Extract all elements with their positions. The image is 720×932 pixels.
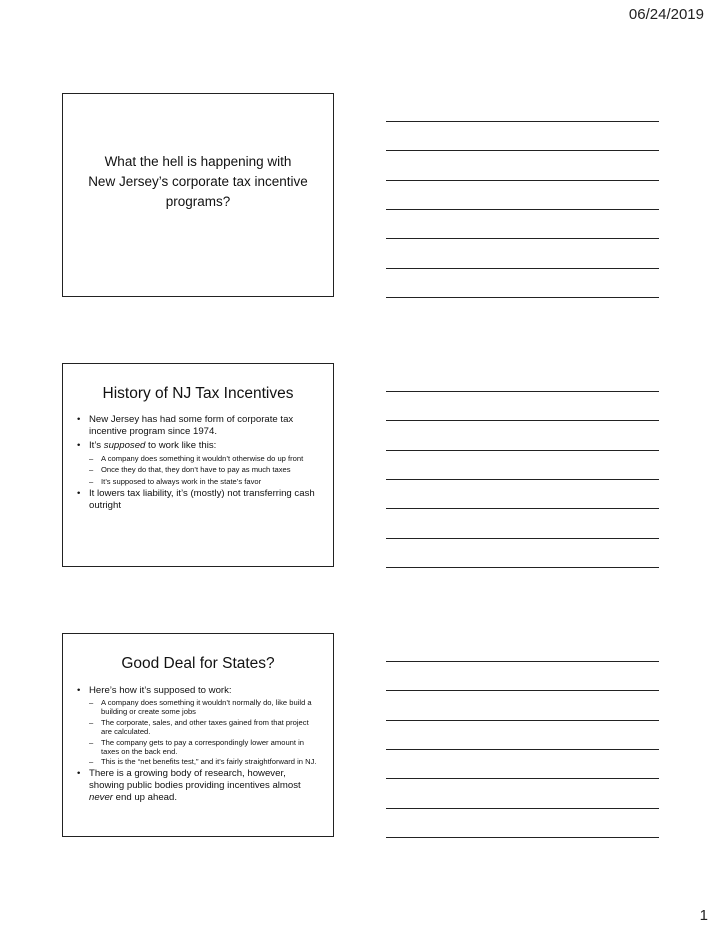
sub-bullet-item: – A company does something it wouldn’t otherwise do up front [75,454,319,463]
bullet-item: • It lowers tax liability, it’s (mostly) not transferring cash outright [75,488,319,512]
title-line: What the hell is happening with [104,154,292,169]
bullet-item: • New Jersey has had some form of corporate tax incentive program since 1974. [75,414,319,438]
note-line [386,538,659,539]
slide-title: History of NJ Tax Incentives [102,385,294,402]
note-line [386,450,659,451]
sub-bullet-item: – The company gets to pay a correspondingly lower amount in taxes on the back end. [75,738,319,757]
note-line [386,837,659,838]
sub-bullet-item: – The corporate, sales, and other taxes gained from that project are calculated. [75,718,319,737]
slide-thumbnail-3 [62,633,334,837]
sub-bullet-item: – It’s supposed to always work in the state’s favor [75,477,319,486]
note-line [386,297,659,298]
note-line [386,420,659,421]
page-number: 1 [699,907,708,924]
note-line [386,121,659,122]
slide-thumbnail-2 [62,363,334,567]
slide-thumbnail-1 [62,93,334,297]
note-line [386,391,659,392]
note-line [386,479,659,480]
header-date: 06/24/2019 [628,6,704,23]
note-line [386,690,659,691]
note-line [386,720,659,721]
note-line [386,150,659,151]
note-line [386,808,659,809]
note-line [386,567,659,568]
note-line [386,180,659,181]
bullet-item: • There is a growing body of research, however, showing public bodies providing incentives almost never end up ahead. [75,768,319,804]
bullet-list [63,685,333,804]
sub-bullet-item: – Once they do that, they don’t have to pay as much taxes [75,465,319,474]
note-line [386,778,659,779]
note-line [386,209,659,210]
bullet-item: • Here’s how it’s supposed to work: [75,685,319,697]
title-line: programs? [165,194,231,209]
note-line [386,238,659,239]
note-line [386,661,659,662]
note-line [386,268,659,269]
bullet-list [63,414,333,512]
sub-bullet-item: – A company does something it wouldn’t normally do, like build a building or create some jobs [75,698,319,717]
title-line: New Jersey’s corporate tax incentive [88,174,308,189]
slide-title: Good Deal for States? [121,655,275,672]
note-line [386,508,659,509]
note-line [386,749,659,750]
sub-bullet-item: – This is the “net benefits test,” and it’s fairly straightforward in NJ. [75,757,319,766]
title-slide-heading [77,152,319,212]
bullet-item: • It’s supposed to work like this: [75,440,319,452]
